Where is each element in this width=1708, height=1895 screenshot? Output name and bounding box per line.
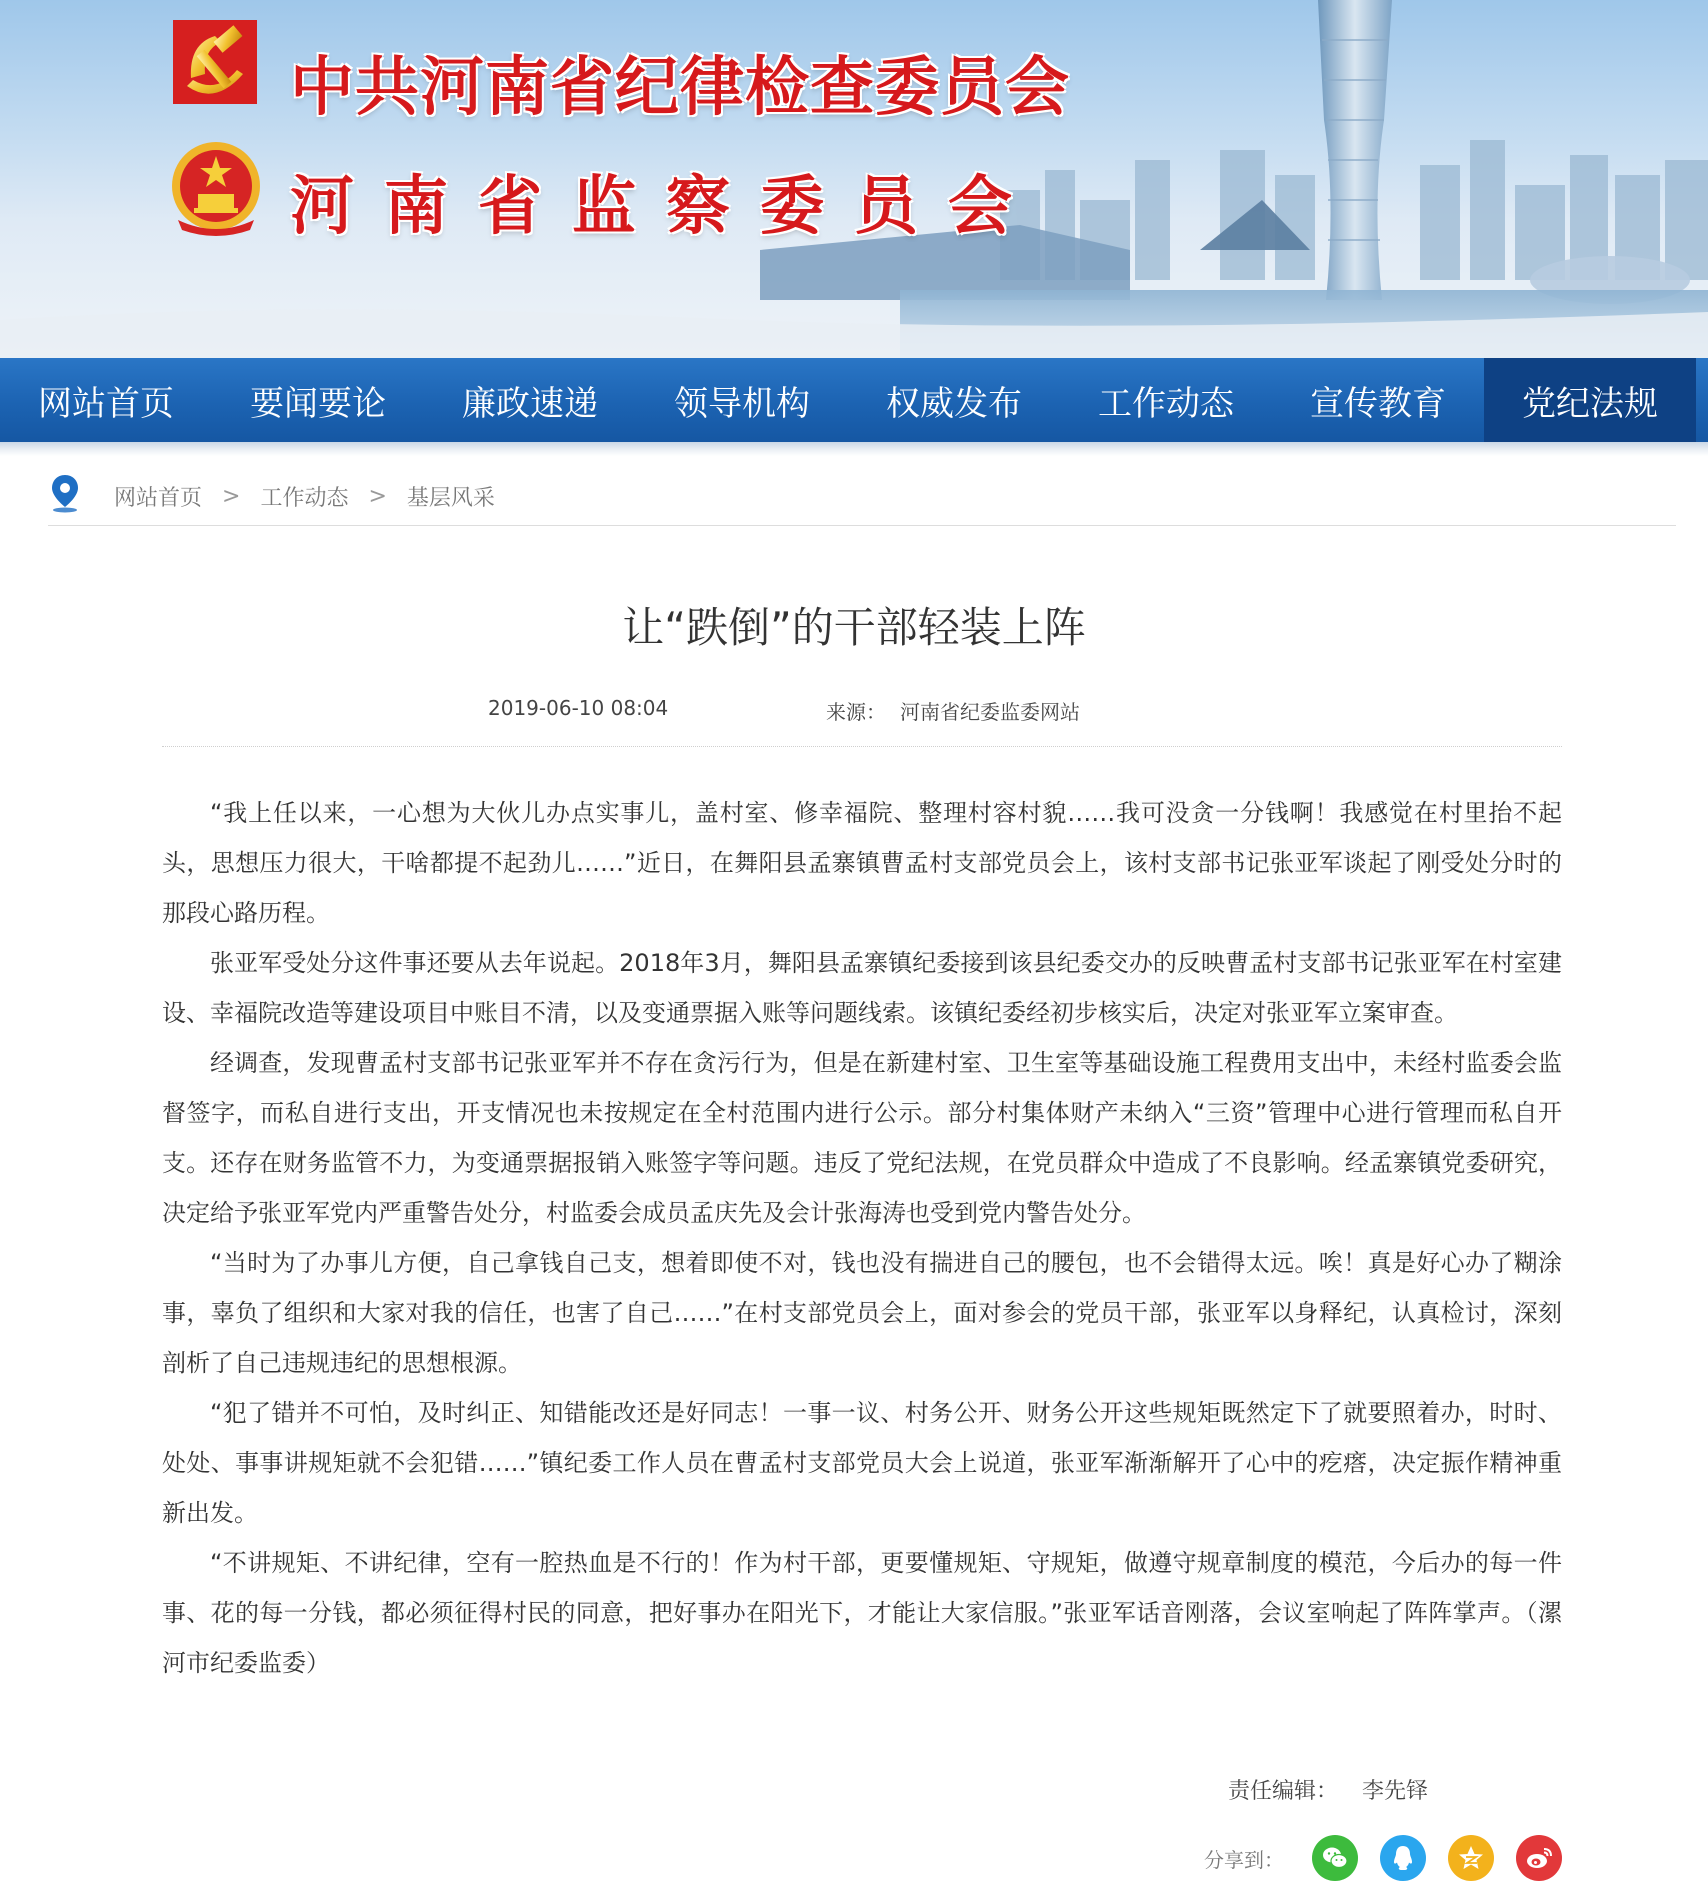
article-paragraph: “不讲规矩、不讲纪律，空有一腔热血是不行的！作为村干部，更要懂规矩、守规矩，做遵守规章制度的模范，今后办的每一件事、花的每一分钱，都必须征得村民的同意，把好事办在阳光下，才能让大家信服。”张亚军话音刚落，会议室响起了阵阵掌声。（漯河市纪委监委） (162, 1549, 1562, 1677)
nav-item-education[interactable]: 宣传教育 (1310, 383, 1446, 424)
share-qq-button[interactable] (1380, 1835, 1426, 1881)
nav-item-party-rules[interactable]: 党纪法规 (1484, 358, 1696, 442)
share-qzone-button[interactable] (1448, 1835, 1494, 1881)
nav-item-releases[interactable]: 权威发布 (886, 383, 1022, 424)
source-name: 河南省纪委监委网站 (900, 700, 1080, 724)
nav-item-home[interactable]: 网站首页 (38, 383, 174, 424)
banner-title-supervision: 河南省监察委员会 (290, 170, 1042, 244)
article-paragraph: 张亚军受处分这件事还要从去年说起。2018年3月，舞阳县孟寨镇纪委接到该县纪委交办的反映曹孟村支部书记张亚军在村室建设、幸福院改造等建设项目中账目不清，以及变通票据入账等问题线索。该镇纪委经初步核实后，决定对张亚军立案审查。 (162, 949, 1562, 1027)
banner-title-cpc: 中共河南省纪律检查委员会 (290, 51, 1070, 125)
article-date: 2019-06-10 08:04 (488, 696, 669, 720)
breadcrumb-separator: > (222, 484, 241, 509)
article-paragraph: 经调查，发现曹孟村支部书记张亚军并不存在贪污行为，但是在新建村室、卫生室等基础设施工程费用支出中，未经村监委会监督签字，而私自进行支出，开支情况也未按规定在全村范围内进行公示。部分村集体财产未纳入“三资”管理中心进行管理而私自开支。还存在财务监管不力，为变通票据报销入账签字等问题。违反了党纪法规，在党员群众中造成了不良影响。经孟寨镇党委研究，决定给予张亚军党内严重警告处分，村监委会成员孟庆先及会计张海涛也受到党内警告处分。 (162, 1049, 1562, 1227)
article-paragraph: “犯了错并不可怕，及时纠正、知错能改还是好同志！一事一议、村务公开、财务公开这些规矩既然定下了就要照着办，时时、处处、事事讲规矩就不会犯错……”镇纪委工作人员在曹孟村支部党员大会上说道，张亚军渐渐解开了心中的疙瘩，决定振作精神重新出发。 (162, 1399, 1562, 1527)
qzone-icon (1456, 1843, 1486, 1873)
article-paragraph: “当时为了办事儿方便，自己拿钱自己支，想着即使不对，钱也没有揣进自己的腰包，也不会错得太远。唉！真是好心办了糊涂事，辜负了组织和大家对我的信任，也害了自己……”在村支部党员会上，面对参会的党员干部，张亚军以身释纪，认真检讨，深刻剖析了自己违规违纪的思想根源。 (162, 1249, 1562, 1377)
nav-item-integrity-express[interactable]: 廉政速递 (462, 383, 598, 424)
meta-divider (162, 746, 1562, 747)
site-banner (0, 0, 1708, 358)
national-emblem-icon (168, 138, 264, 238)
breadcrumb-work-news[interactable]: 工作动态 (260, 486, 349, 511)
share-weibo-button[interactable] (1516, 1835, 1562, 1881)
qq-icon (1388, 1843, 1418, 1873)
main-nav (0, 358, 1708, 442)
nav-item-leadership[interactable]: 领导机构 (674, 383, 810, 424)
article-paragraph: “我上任以来，一心想为大伙儿办点实事儿，盖村室、修幸福院、整理村容村貌……我可没贪一分钱啊！我感觉在村里抬不起头，思想压力很大，干啥都提不起劲儿……”近日，在舞阳县孟寨镇曹孟村支部党员会上，该村支部书记张亚军谈起了刚受处分时的那段心路历程。 (162, 799, 1562, 927)
weibo-icon (1524, 1843, 1554, 1873)
location-pin-icon (48, 473, 82, 513)
editor-name: 李先铎 (1362, 1779, 1429, 1804)
article-body (162, 788, 1562, 1688)
nav-item-work-news[interactable]: 工作动态 (1098, 383, 1234, 424)
article-title: 让“跌倒”的干部轻装上阵 (622, 603, 1086, 652)
responsible-editor (1228, 1774, 1428, 1805)
share-label: 分享到： (1204, 1847, 1284, 1872)
party-emblem-icon (165, 14, 265, 114)
share-bar (1204, 1832, 1562, 1884)
nav-shadow (0, 442, 1708, 456)
editor-label: 责任编辑： (1228, 1779, 1339, 1804)
nav-item-news[interactable]: 要闻要论 (250, 383, 386, 424)
breadcrumb-grassroots[interactable]: 基层风采 (406, 486, 495, 511)
breadcrumb-separator: > (368, 484, 387, 509)
breadcrumb-home[interactable]: 网站首页 (114, 486, 203, 511)
breadcrumb (48, 468, 1676, 526)
wechat-icon (1320, 1843, 1350, 1873)
share-wechat-button[interactable] (1312, 1835, 1358, 1881)
source-label: 来源： (826, 700, 886, 724)
article-source (826, 696, 1080, 725)
